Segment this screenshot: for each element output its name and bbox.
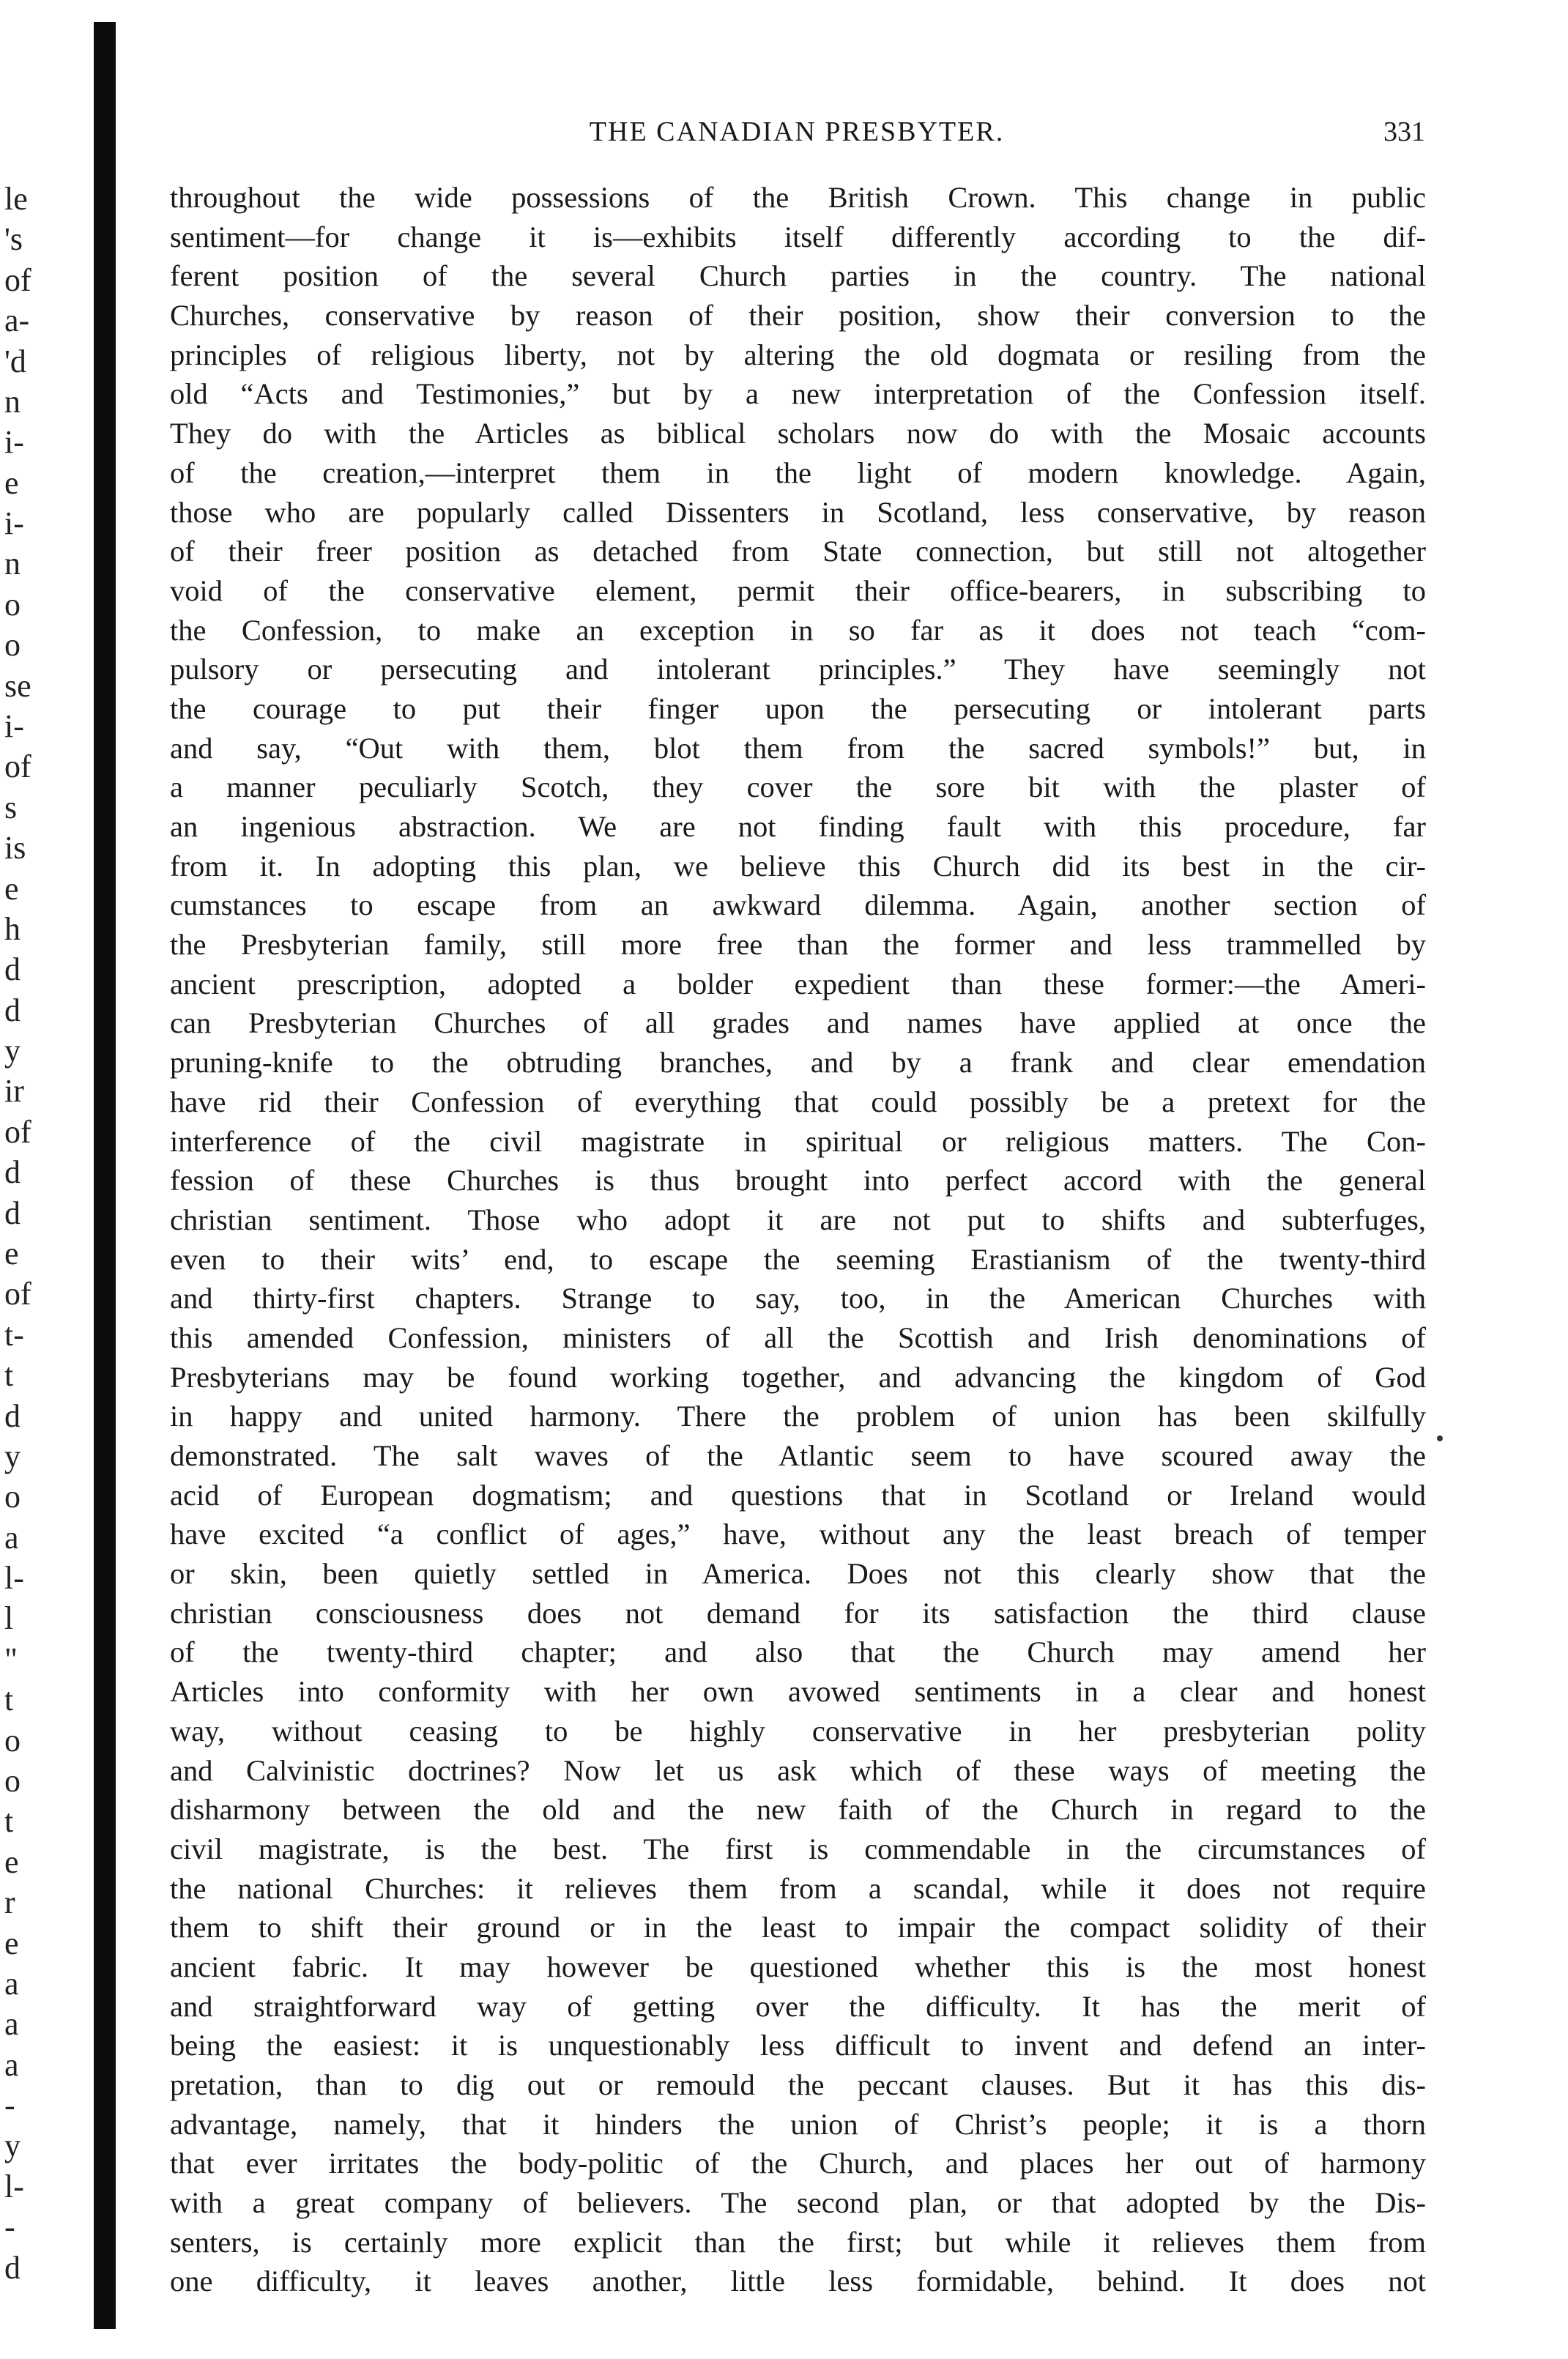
margin-fragment: d	[4, 2250, 21, 2286]
margin-fragment: d	[4, 1398, 21, 1434]
text-line: senters, is certainly more explicit than the first; but while it relieves them from	[170, 2225, 1426, 2259]
margin-fragment: e	[4, 465, 19, 501]
margin-fragment: e	[4, 1236, 19, 1271]
margin-fragment: d	[4, 1154, 21, 1190]
stray-ink-dot	[1437, 1435, 1443, 1441]
margin-fragment: o	[4, 1723, 21, 1758]
margin-fragment: of	[4, 262, 31, 298]
body-text	[170, 178, 1426, 2301]
text-line: pruning-knife to the obtruding branches, and by a frank and clear emendation	[170, 1046, 1426, 1080]
text-line: They do with the Articles as biblical scholars now do with the Mosaic accounts	[170, 417, 1426, 450]
text-line: that ever irritates the body-politic of the Church, and places her out of harmony	[170, 2147, 1426, 2180]
margin-fragment: n	[4, 384, 21, 420]
text-line: Presbyterians may be found working together, and advancing the kingdom of God	[170, 1360, 1426, 1394]
text-line: and straightforward way of getting over the difficulty. It has the merit of	[170, 1989, 1426, 2023]
text-line: have rid their Confession of everything that could possibly be a pretext for the	[170, 1085, 1426, 1118]
text-line: of the twenty-third chapter; and also that the Church may amend her	[170, 1635, 1426, 1669]
margin-fragment: a-	[4, 302, 30, 338]
text-line: or skin, been quietly settled in America. Does not this clearly show that the	[170, 1557, 1426, 1591]
margin-fragment: t-	[4, 1317, 24, 1353]
margin-fragment: n	[4, 546, 21, 582]
text-line: Articles into conformity with her own avowed sentiments in a clear and honest	[170, 1675, 1426, 1709]
margin-fragment: d	[4, 992, 21, 1028]
text-line: in happy and united harmony. There the problem of union has been skilfully	[170, 1400, 1426, 1433]
text-line: void of the conservative element, permit their office-bearers, in subscribing to	[170, 573, 1426, 607]
margin-fragment: of	[4, 1276, 31, 1312]
margin-fragment: a	[4, 1966, 19, 2002]
margin-fragment: e	[4, 1925, 19, 1961]
margin-fragment: i-	[4, 708, 24, 744]
margin-fragment: se	[4, 668, 31, 704]
margin-fragment: t	[4, 1803, 14, 1839]
text-line: an ingenious abstraction. We are not finding fault with this procedure, far	[170, 810, 1426, 843]
text-line: can Presbyterian Churches of all grades and names have applied at once the	[170, 1006, 1426, 1040]
text-line: sentiment—for change it is—exhibits itself differently according to the dif-	[170, 220, 1426, 253]
margin-fragment: of	[4, 748, 31, 784]
text-line: with a great company of believers. The second plan, or that adopted by the Dis-	[170, 2186, 1426, 2220]
margin-fragment: a	[4, 1520, 19, 1556]
text-line: ancient prescription, adopted a bolder expedient than these former:—the Ameri-	[170, 967, 1426, 1000]
margin-fragment: h	[4, 911, 21, 947]
margin-fragment: 'd	[4, 343, 26, 379]
margin-fragment: y	[4, 2128, 21, 2163]
text-line: being the easiest: it is unquestionably less difficult to invent and defend an inter-	[170, 2029, 1426, 2062]
page-number: 331	[1383, 116, 1425, 147]
margin-fragment: s	[4, 790, 18, 825]
text-line: even to their wits’ end, to escape the seeming Erastianism of the twenty-third	[170, 1242, 1426, 1276]
margin-fragment: is	[4, 830, 26, 866]
margin-fragment: d	[4, 951, 21, 987]
text-line: old “Acts and Testimonies,” but by a new interpretation of the Confession itself.	[170, 377, 1426, 411]
text-line: acid of European dogmatism; and questions that in Scotland or Ireland would	[170, 1478, 1426, 1512]
text-line: throughout the wide possessions of the British Crown. This change in public	[170, 181, 1426, 214]
margin-fragment: l	[4, 1600, 14, 1636]
text-line: way, without ceasing to be highly conservative in her presbyterian polity	[170, 1714, 1426, 1747]
margin-fragment: i-	[4, 505, 24, 541]
text-line: them to shift their ground or in the least to impair the compact solidity of their	[170, 1911, 1426, 1944]
text-line: the national Churches: it relieves them from a scandal, while it does not require	[170, 1871, 1426, 1905]
text-line: a manner peculiarly Scotch, they cover the sore bit with the plaster of	[170, 770, 1426, 804]
page-header	[168, 110, 1425, 154]
text-line: of the creation,—interpret them in the light of modern knowledge. Again,	[170, 456, 1426, 489]
text-line: cumstances to escape from an awkward dilemma. Again, another section of	[170, 888, 1426, 922]
text-line: interference of the civil magistrate in spiritual or religious matters. The Con-	[170, 1124, 1426, 1158]
margin-fragment: o	[4, 1479, 21, 1515]
text-line: and thirty-first chapters. Strange to say, too, in the American Churches with	[170, 1282, 1426, 1315]
text-line: the courage to put their finger upon the persecuting or intolerant parts	[170, 691, 1426, 725]
running-head: THE CANADIAN PRESBYTER.	[589, 116, 1005, 147]
left-margin-bleed	[0, 183, 70, 2307]
text-line: christian sentiment. Those who adopt it are not put to shifts and subterfuges,	[170, 1203, 1426, 1236]
margin-fragment: "	[4, 1641, 18, 1677]
margin-fragment: y	[4, 1033, 21, 1069]
text-line: pulsory or persecuting and intolerant principles.” They have seemingly not	[170, 653, 1426, 686]
margin-fragment: -	[4, 2087, 15, 2123]
margin-fragment: i-	[4, 424, 24, 460]
text-line: the Presbyterian family, still more free than the former and less trammelled by	[170, 928, 1426, 962]
margin-fragment: a	[4, 2006, 19, 2042]
text-line: this amended Confession, ministers of all the Scottish and Irish denominations of	[170, 1320, 1426, 1354]
margin-fragment: a	[4, 2047, 19, 2083]
text-line: demonstrated. The salt waves of the Atlantic seem to have scoured away the	[170, 1439, 1426, 1472]
text-line: Churches, conservative by reason of their position, show their conversion to the	[170, 299, 1426, 333]
text-line: the Confession, to make an exception in so far as it does not teach “com-	[170, 613, 1426, 647]
margin-fragment: 's	[4, 221, 23, 257]
text-line: christian consciousness does not demand for its satisfaction the third clause	[170, 1596, 1426, 1630]
margin-fragment: -	[4, 2209, 15, 2245]
margin-fragment: o	[4, 1763, 21, 1799]
margin-fragment: o	[4, 587, 21, 623]
text-line: from it. In adopting this plan, we believe this Church did its best in the cir-	[170, 849, 1426, 883]
margin-fragment: t	[4, 1682, 14, 1717]
margin-fragment: t	[4, 1357, 14, 1393]
text-line: fession of these Churches is thus brought into perfect accord with the general	[170, 1164, 1426, 1197]
margin-fragment: d	[4, 1195, 21, 1231]
text-line: pretation, than to dig out or remould the peccant clauses. But it has this dis-	[170, 2068, 1426, 2101]
text-line: principles of religious liberty, not by altering the old dogmata or resiling from the	[170, 338, 1426, 371]
margin-fragment: of	[4, 1114, 31, 1150]
margin-fragment: le	[4, 181, 28, 217]
text-line: of their freer position as detached from State connection, but still not altogether	[170, 535, 1426, 568]
text-line: advantage, namely, that it hinders the union of Christ’s people; it is a thorn	[170, 2107, 1426, 2141]
margin-fragment: y	[4, 1438, 21, 1474]
text-line: ancient fabric. It may however be questioned whether this is the most honest	[170, 1950, 1426, 1983]
text-line: and Calvinistic doctrines? Now let us ask which of these ways of meeting the	[170, 1753, 1426, 1787]
text-line: civil magistrate, is the best. The first is commendable in the circumstances of	[170, 1832, 1426, 1865]
margin-fragment: r	[4, 1884, 15, 1920]
text-line: one difficulty, it leaves another, little less formidable, behind. It does not	[170, 2265, 1426, 2298]
margin-fragment: l-	[4, 2169, 24, 2204]
margin-fragment: ir	[4, 1073, 24, 1109]
text-line: disharmony between the old and the new faith of the Church in regard to the	[170, 1793, 1426, 1827]
margin-fragment: l-	[4, 1560, 24, 1596]
text-line: ferent position of the several Church parties in the country. The national	[170, 259, 1426, 293]
margin-fragment: e	[4, 1844, 19, 1880]
binding-gutter	[94, 22, 116, 2329]
margin-fragment: e	[4, 871, 19, 907]
margin-fragment: o	[4, 627, 21, 663]
text-line: have excited “a conflict of ages,” have, without any the least breach of temper	[170, 1517, 1426, 1551]
text-line: and say, “Out with them, blot them from the sacred symbols!” but, in	[170, 731, 1426, 765]
text-line: those who are popularly called Dissenters in Scotland, less conservative, by reason	[170, 495, 1426, 529]
